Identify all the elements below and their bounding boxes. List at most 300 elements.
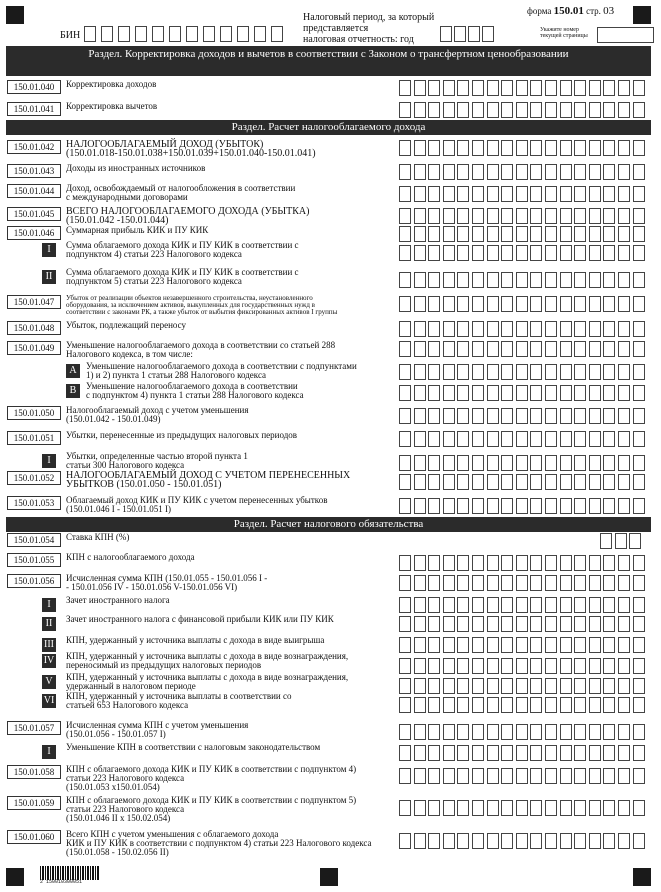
digit-cell[interactable] (603, 616, 615, 632)
digit-cell[interactable] (516, 745, 528, 761)
digit-cell[interactable] (457, 597, 469, 613)
digit-cell[interactable] (545, 724, 557, 740)
digit-cell[interactable] (633, 678, 645, 694)
digit-cell[interactable] (603, 186, 615, 202)
digit-cell[interactable] (487, 800, 499, 816)
digit-cell[interactable] (428, 80, 440, 96)
digit-cell[interactable] (560, 678, 572, 694)
digit-cell[interactable] (603, 208, 615, 224)
digit-cell[interactable] (501, 208, 513, 224)
digit-cell[interactable] (457, 364, 469, 380)
digit-cell[interactable] (560, 800, 572, 816)
digit-cell[interactable] (428, 186, 440, 202)
digit-cell[interactable] (472, 555, 484, 571)
bin-digit-cell[interactable] (101, 26, 113, 42)
digit-cell[interactable] (603, 637, 615, 653)
digit-cell[interactable] (603, 102, 615, 118)
digit-cell[interactable] (560, 637, 572, 653)
digit-cell[interactable] (516, 341, 528, 357)
digit-cell[interactable] (560, 616, 572, 632)
digit-cell[interactable] (618, 768, 630, 784)
digit-cell[interactable] (428, 745, 440, 761)
digit-cell[interactable] (530, 498, 542, 514)
digit-cell[interactable] (414, 800, 426, 816)
digit-cell[interactable] (414, 385, 426, 401)
digit-cell[interactable] (399, 186, 411, 202)
digit-cell[interactable] (589, 272, 601, 288)
digit-cell[interactable] (501, 637, 513, 653)
digit-cell[interactable] (516, 800, 528, 816)
digit-cell[interactable] (530, 80, 542, 96)
digit-cell[interactable] (603, 80, 615, 96)
digit-cell[interactable] (443, 296, 455, 312)
digit-cell[interactable] (443, 678, 455, 694)
digit-cell[interactable] (516, 80, 528, 96)
digit-cell[interactable] (399, 208, 411, 224)
digit-cell[interactable] (516, 364, 528, 380)
digit-cell[interactable] (589, 498, 601, 514)
digit-cell[interactable] (618, 364, 630, 380)
digit-cell[interactable] (574, 364, 586, 380)
digit-cell[interactable] (560, 364, 572, 380)
digit-cell[interactable] (589, 575, 601, 591)
digit-cell[interactable] (428, 431, 440, 447)
digit-cell[interactable] (501, 616, 513, 632)
year-digit-cell[interactable] (440, 26, 452, 42)
digit-cell[interactable] (428, 226, 440, 242)
digit-cell[interactable] (443, 724, 455, 740)
digit-cell[interactable] (516, 768, 528, 784)
digit-cell[interactable] (589, 724, 601, 740)
digit-cell[interactable] (399, 833, 411, 849)
digit-cell[interactable] (603, 385, 615, 401)
digit-cell[interactable] (457, 102, 469, 118)
digit-cell[interactable] (618, 321, 630, 337)
digit-cell[interactable] (414, 637, 426, 653)
digit-cell[interactable] (545, 385, 557, 401)
digit-cell[interactable] (443, 245, 455, 261)
digit-cell[interactable] (574, 575, 586, 591)
digit-cell[interactable] (443, 455, 455, 471)
digit-cell[interactable] (603, 245, 615, 261)
digit-cell[interactable] (589, 800, 601, 816)
digit-cell[interactable] (574, 637, 586, 653)
digit-cell[interactable] (618, 724, 630, 740)
digit-cell[interactable] (501, 697, 513, 713)
digit-cell[interactable] (414, 616, 426, 632)
digit-cell[interactable] (501, 341, 513, 357)
digit-cell[interactable] (399, 555, 411, 571)
digit-cell[interactable] (530, 555, 542, 571)
digit-cell[interactable] (487, 431, 499, 447)
digit-cell[interactable] (428, 385, 440, 401)
digit-cell[interactable] (589, 164, 601, 180)
digit-cell[interactable] (487, 80, 499, 96)
digit-cell[interactable] (574, 245, 586, 261)
digit-cell[interactable] (603, 745, 615, 761)
digit-cell[interactable] (589, 186, 601, 202)
digit-cell[interactable] (530, 385, 542, 401)
digit-cell[interactable] (428, 833, 440, 849)
digit-cell[interactable] (574, 408, 586, 424)
digit-cell[interactable] (589, 637, 601, 653)
year-digit-cell[interactable] (468, 26, 480, 42)
digit-cell[interactable] (414, 208, 426, 224)
digit-cell[interactable] (487, 455, 499, 471)
digit-cell[interactable] (443, 474, 455, 490)
digit-cell[interactable] (501, 575, 513, 591)
digit-cell[interactable] (545, 408, 557, 424)
digit-cell[interactable] (457, 226, 469, 242)
digit-cell[interactable] (603, 431, 615, 447)
digit-cell[interactable] (618, 833, 630, 849)
digit-cell[interactable] (516, 321, 528, 337)
digit-cell[interactable] (501, 385, 513, 401)
digit-cell[interactable] (574, 226, 586, 242)
digit-cell[interactable] (560, 385, 572, 401)
digit-cell[interactable] (428, 341, 440, 357)
digit-cell[interactable] (589, 102, 601, 118)
digit-cell[interactable] (574, 658, 586, 674)
bin-digit-cell[interactable] (203, 26, 215, 42)
digit-cell[interactable] (560, 408, 572, 424)
digit-cell[interactable] (472, 658, 484, 674)
digit-cell[interactable] (618, 455, 630, 471)
digit-cell[interactable] (472, 768, 484, 784)
digit-cell[interactable] (633, 80, 645, 96)
digit-cell[interactable] (574, 455, 586, 471)
digit-cell[interactable] (603, 164, 615, 180)
digit-cell[interactable] (633, 833, 645, 849)
digit-cell[interactable] (516, 833, 528, 849)
digit-cell[interactable] (501, 186, 513, 202)
digit-cell[interactable] (443, 341, 455, 357)
digit-cell[interactable] (399, 455, 411, 471)
digit-cell[interactable] (603, 321, 615, 337)
digit-cell[interactable] (633, 164, 645, 180)
digit-cell[interactable] (487, 140, 499, 156)
digit-cell[interactable] (603, 800, 615, 816)
digit-cell[interactable] (428, 697, 440, 713)
digit-cell[interactable] (443, 616, 455, 632)
digit-cell[interactable] (501, 364, 513, 380)
digit-cell[interactable] (589, 431, 601, 447)
digit-cell[interactable] (603, 296, 615, 312)
digit-cell[interactable] (516, 272, 528, 288)
digit-cell[interactable] (443, 745, 455, 761)
digit-cell[interactable] (633, 575, 645, 591)
digit-cell[interactable] (633, 408, 645, 424)
digit-cell[interactable] (457, 800, 469, 816)
digit-cell[interactable] (414, 678, 426, 694)
digit-cell[interactable] (414, 431, 426, 447)
digit-cell[interactable] (589, 226, 601, 242)
digit-cell[interactable] (633, 800, 645, 816)
digit-cell[interactable] (545, 597, 557, 613)
digit-cell[interactable] (530, 164, 542, 180)
digit-cell[interactable] (414, 408, 426, 424)
digit-cell[interactable] (487, 341, 499, 357)
digit-cell[interactable] (560, 341, 572, 357)
digit-cell[interactable] (516, 208, 528, 224)
digit-cell[interactable] (501, 474, 513, 490)
digit-cell[interactable] (428, 102, 440, 118)
digit-cell[interactable] (487, 597, 499, 613)
digit-cell[interactable] (530, 833, 542, 849)
digit-cell[interactable] (560, 768, 572, 784)
digit-cell[interactable] (399, 697, 411, 713)
digit-cell[interactable] (414, 245, 426, 261)
digit-cell[interactable] (603, 833, 615, 849)
digit-cell[interactable] (443, 208, 455, 224)
digit-cell[interactable] (545, 800, 557, 816)
digit-cell[interactable] (443, 431, 455, 447)
digit-cell[interactable] (560, 321, 572, 337)
digit-cell[interactable] (589, 474, 601, 490)
digit-cell[interactable] (574, 208, 586, 224)
digit-cell[interactable] (633, 658, 645, 674)
digit-cell[interactable] (457, 768, 469, 784)
digit-cell[interactable] (501, 678, 513, 694)
digit-cell[interactable] (589, 296, 601, 312)
digit-cell[interactable] (618, 186, 630, 202)
digit-cell[interactable] (589, 321, 601, 337)
digit-cell[interactable] (560, 296, 572, 312)
digit-cell[interactable] (487, 321, 499, 337)
digit-cell[interactable] (399, 321, 411, 337)
digit-cell[interactable] (603, 455, 615, 471)
digit-cell[interactable] (603, 555, 615, 571)
digit-cell[interactable] (472, 208, 484, 224)
digit-cell[interactable] (530, 768, 542, 784)
digit-cell[interactable] (487, 498, 499, 514)
digit-cell[interactable] (633, 272, 645, 288)
digit-cell[interactable] (560, 724, 572, 740)
digit-cell[interactable] (428, 768, 440, 784)
digit-cell[interactable] (443, 272, 455, 288)
digit-cell[interactable] (618, 226, 630, 242)
digit-cell[interactable] (516, 164, 528, 180)
digit-cell[interactable] (414, 226, 426, 242)
digit-cell[interactable] (560, 80, 572, 96)
digit-cell[interactable] (530, 658, 542, 674)
digit-cell[interactable] (633, 208, 645, 224)
digit-cell[interactable] (457, 658, 469, 674)
digit-cell[interactable] (457, 697, 469, 713)
digit-cell[interactable] (545, 102, 557, 118)
digit-cell[interactable] (472, 102, 484, 118)
digit-cell[interactable] (560, 474, 572, 490)
digit-cell[interactable] (545, 616, 557, 632)
digit-cell[interactable] (428, 724, 440, 740)
digit-cell[interactable] (428, 164, 440, 180)
digit-cell[interactable] (443, 364, 455, 380)
digit-cell[interactable] (399, 678, 411, 694)
digit-cell[interactable] (530, 272, 542, 288)
digit-cell[interactable] (530, 321, 542, 337)
bin-digit-cell[interactable] (220, 26, 232, 42)
digit-cell[interactable] (487, 164, 499, 180)
digit-cell[interactable] (487, 658, 499, 674)
bin-digit-cell[interactable] (152, 26, 164, 42)
digit-cell[interactable] (399, 498, 411, 514)
digit-cell[interactable] (516, 697, 528, 713)
digit-cell[interactable] (443, 385, 455, 401)
digit-cell[interactable] (545, 768, 557, 784)
digit-cell[interactable] (574, 697, 586, 713)
digit-cell[interactable] (516, 658, 528, 674)
digit-cell[interactable] (443, 697, 455, 713)
digit-cell[interactable] (399, 724, 411, 740)
digit-cell[interactable] (574, 768, 586, 784)
digit-cell[interactable] (399, 474, 411, 490)
digit-cell[interactable] (545, 833, 557, 849)
digit-cell[interactable] (501, 431, 513, 447)
digit-cell[interactable] (545, 140, 557, 156)
digit-cell[interactable] (600, 533, 612, 549)
digit-cell[interactable] (574, 431, 586, 447)
digit-cell[interactable] (603, 341, 615, 357)
digit-cell[interactable] (530, 186, 542, 202)
digit-cell[interactable] (603, 226, 615, 242)
digit-cell[interactable] (633, 321, 645, 337)
digit-cell[interactable] (560, 745, 572, 761)
digit-cell[interactable] (603, 474, 615, 490)
digit-cell[interactable] (574, 385, 586, 401)
digit-cell[interactable] (545, 474, 557, 490)
digit-cell[interactable] (603, 364, 615, 380)
year-digit-cell[interactable] (454, 26, 466, 42)
digit-cell[interactable] (574, 80, 586, 96)
digit-cell[interactable] (487, 385, 499, 401)
digit-cell[interactable] (472, 678, 484, 694)
digit-cell[interactable] (487, 208, 499, 224)
digit-cell[interactable] (633, 431, 645, 447)
digit-cell[interactable] (589, 555, 601, 571)
digit-cell[interactable] (472, 697, 484, 713)
digit-cell[interactable] (530, 637, 542, 653)
digit-cell[interactable] (399, 296, 411, 312)
digit-cell[interactable] (633, 768, 645, 784)
digit-cell[interactable] (472, 272, 484, 288)
digit-cell[interactable] (633, 364, 645, 380)
digit-cell[interactable] (399, 800, 411, 816)
digit-cell[interactable] (443, 555, 455, 571)
digit-cell[interactable] (516, 296, 528, 312)
digit-cell[interactable] (487, 272, 499, 288)
digit-cell[interactable] (633, 498, 645, 514)
digit-cell[interactable] (501, 658, 513, 674)
digit-cell[interactable] (472, 616, 484, 632)
digit-cell[interactable] (428, 408, 440, 424)
digit-cell[interactable] (428, 637, 440, 653)
digit-cell[interactable] (487, 745, 499, 761)
digit-cell[interactable] (633, 140, 645, 156)
digit-cell[interactable] (516, 637, 528, 653)
digit-cell[interactable] (633, 697, 645, 713)
digit-cell[interactable] (501, 833, 513, 849)
digit-cell[interactable] (428, 296, 440, 312)
digit-cell[interactable] (603, 597, 615, 613)
digit-cell[interactable] (530, 597, 542, 613)
digit-cell[interactable] (633, 616, 645, 632)
digit-cell[interactable] (501, 498, 513, 514)
digit-cell[interactable] (629, 533, 641, 549)
digit-cell[interactable] (457, 474, 469, 490)
digit-cell[interactable] (457, 833, 469, 849)
digit-cell[interactable] (618, 341, 630, 357)
digit-cell[interactable] (618, 385, 630, 401)
digit-cell[interactable] (399, 575, 411, 591)
digit-cell[interactable] (589, 385, 601, 401)
digit-cell[interactable] (560, 164, 572, 180)
digit-cell[interactable] (501, 555, 513, 571)
digit-cell[interactable] (487, 833, 499, 849)
digit-cell[interactable] (472, 245, 484, 261)
digit-cell[interactable] (574, 140, 586, 156)
digit-cell[interactable] (487, 616, 499, 632)
digit-cell[interactable] (501, 102, 513, 118)
digit-cell[interactable] (443, 164, 455, 180)
digit-cell[interactable] (501, 245, 513, 261)
bin-digit-cell[interactable] (186, 26, 198, 42)
digit-cell[interactable] (530, 616, 542, 632)
digit-cell[interactable] (399, 245, 411, 261)
digit-cell[interactable] (399, 140, 411, 156)
digit-cell[interactable] (414, 498, 426, 514)
digit-cell[interactable] (414, 555, 426, 571)
bin-digit-cell[interactable] (254, 26, 266, 42)
digit-cell[interactable] (574, 555, 586, 571)
digit-cell[interactable] (399, 272, 411, 288)
digit-cell[interactable] (414, 140, 426, 156)
digit-cell[interactable] (545, 697, 557, 713)
digit-cell[interactable] (574, 272, 586, 288)
digit-cell[interactable] (443, 226, 455, 242)
digit-cell[interactable] (487, 724, 499, 740)
digit-cell[interactable] (530, 102, 542, 118)
digit-cell[interactable] (399, 164, 411, 180)
digit-cell[interactable] (603, 272, 615, 288)
digit-cell[interactable] (633, 385, 645, 401)
digit-cell[interactable] (457, 555, 469, 571)
digit-cell[interactable] (545, 245, 557, 261)
digit-cell[interactable] (428, 321, 440, 337)
digit-cell[interactable] (560, 555, 572, 571)
digit-cell[interactable] (545, 431, 557, 447)
digit-cell[interactable] (618, 616, 630, 632)
digit-cell[interactable] (618, 637, 630, 653)
digit-cell[interactable] (428, 555, 440, 571)
digit-cell[interactable] (501, 597, 513, 613)
digit-cell[interactable] (516, 498, 528, 514)
digit-cell[interactable] (472, 575, 484, 591)
digit-cell[interactable] (516, 616, 528, 632)
digit-cell[interactable] (501, 140, 513, 156)
digit-cell[interactable] (633, 455, 645, 471)
digit-cell[interactable] (501, 768, 513, 784)
digit-cell[interactable] (414, 164, 426, 180)
page-number-field[interactable] (597, 27, 654, 43)
digit-cell[interactable] (428, 616, 440, 632)
digit-cell[interactable] (545, 575, 557, 591)
digit-cell[interactable] (560, 140, 572, 156)
bin-digit-cell[interactable] (237, 26, 249, 42)
digit-cell[interactable] (414, 364, 426, 380)
digit-cell[interactable] (545, 658, 557, 674)
digit-cell[interactable] (414, 186, 426, 202)
digit-cell[interactable] (457, 245, 469, 261)
